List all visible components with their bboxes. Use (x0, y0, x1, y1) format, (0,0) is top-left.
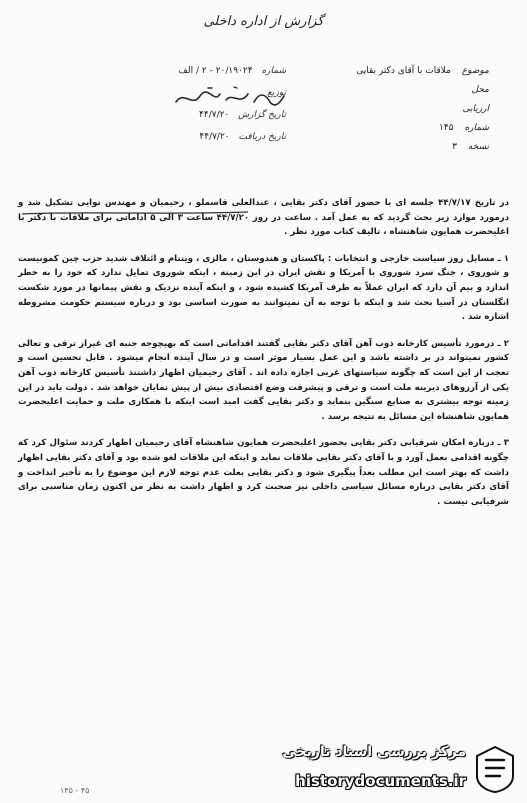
report-date-label: تاریخ گزارش (238, 110, 286, 120)
report-date-row (86, 110, 286, 132)
watermark-title: مرکز بررسی اسناد تاریخی (282, 744, 466, 760)
source-row (299, 81, 489, 100)
watermark-url: historydocuments.ir (295, 772, 466, 790)
paragraph-item-1: ۱ ـ مسایل روز سیاست خارجی و انتخابات : پاکستان و هندوستان ، مالزی ، ویتنام و ائتلاف شدید حزب چین کمونیست و شوروی ، جنگ سرد شوروی با آمریکا و نقش ایران در این زمینه ، اینکه شوروی تمایل ندارد که خود را به خطر اندازد و بیم آن دارد که ایران عملاً به طرف آمریکا کشیده شود ، و اینکه آینده نزدیک و نقش پیمانها در مورد شکست انگلستان در آسیا بحث شد و اینکه با توجه به آن نمیتوانند به صورت اساسی بود و درباره سیستم حکومت مشروطه اشاره شد . (18, 253, 509, 323)
header-right-block (299, 62, 489, 157)
paragraph-item-2: ۲ ـ درمورد تأسیس کارخانه ذوب آهن آقای دکتر بقایی گفتند اقداماتی است که بهیچوجه جنبه ای غیراز ترقی و تعالی کشور نمیتواند در بر داشته باشد و این عمل بسیار موثر است و در سال آینده انجام میشود . قابل تحسین است و تعجب از این است که چگونه سیاستهای غربی اجازه داده اند . آقای رحیمیان اظهار داشتند تأسیس کارخانه ذوب آهن یکی از آرزوهای دیرینه ملت است و ترقی و پیشرفت وضع اقتصادی بیش از پیش نمایان خواهد شد . دولت باید در این زمینه توجه بیشتری به صنایع سنگین بنماید و دکتر بقایی گفت امید است اینکه با همکاری ملت و حمایت اعلیحضرت همایون شاهنشاه این مسائل به نتیجه برسد . (18, 338, 509, 422)
copies-row (299, 138, 489, 157)
id-label: شماره (261, 66, 286, 76)
id-value: ۲۰/۱۹۰۲۴ - ۲ / الف (178, 66, 253, 76)
source-label: محل (471, 85, 489, 95)
receipt-date-row (86, 132, 286, 154)
subject-value: ملاقات با آقای دکتر بقایی (356, 66, 451, 76)
report-date-value: ۴۴/۷/۲۰ (199, 110, 230, 120)
paragraph-intro: در تاریخ ۴۴/۷/۱۷ جلسه ای با حضور آقای دکتر بقایی ، عبدالعلی قاسملو ، رحیمیان و مهندس نوایی تشکیل شد و درمورد موارد زیر بحث گردید که به عمل آمد . ساعت در روز ۴۴/۷/۲۰ ساعت ۳ الی ۵ اداماتی برای ملاقات با دکتر با اعلیحضرت همایون شاهنشاه ، تالیف کتاب مورد نظر . (18, 198, 510, 238)
number-row (299, 119, 489, 138)
copies-value: ۳ (452, 142, 457, 152)
report-body (18, 196, 509, 515)
evaluation-row (299, 100, 489, 119)
archive-watermark (222, 738, 522, 800)
evaluation-label: ارزیابی (462, 104, 489, 114)
copies-label: نسخه (467, 142, 489, 152)
receipt-date-value: ۴۴/۷/۲۰ (199, 132, 230, 142)
footer-page-number: ۱۴۵ - ۴۵ (60, 786, 90, 795)
distribution-label: توزیع (267, 88, 286, 98)
number-value: ۱۴۵ (439, 123, 454, 133)
receipt-date-label: تاریخ دریافت (238, 132, 286, 142)
subject-row (299, 62, 489, 81)
handwritten-signature (170, 82, 288, 112)
paragraph-item-3: ۳ ـ درباره امکان شرفیابی دکتر بقایی بحضور اعلیحضرت همایون شاهنشاه آقای رحیمیان اظهار کردند سئوال کرد که چگونه اقدامی بعمل آورد و با آقای دکتر بقایی ملاقات نماید و اینکه این ملاقات لغو شده بود و آقای دکتر بقایی اظهار داشت که بهتر است این مطلب بعداً پیگیری شود و دکتر بقایی بعلت عدم توجه لازم این موضوع را به تأخیر انداخت و آقای دکتر بقایی درباره مسائل سیاسی داخلی نیز صحبت کرد و اظهار داشت به نظر من اکنون زمان مناسبی برای شرفیابی نیست . (18, 438, 509, 507)
number-label: شماره (464, 123, 489, 133)
document-title: گزارش از اداره داخلی (203, 14, 324, 29)
subject-label: موضوع (461, 66, 489, 76)
archive-logo-icon (472, 744, 518, 794)
